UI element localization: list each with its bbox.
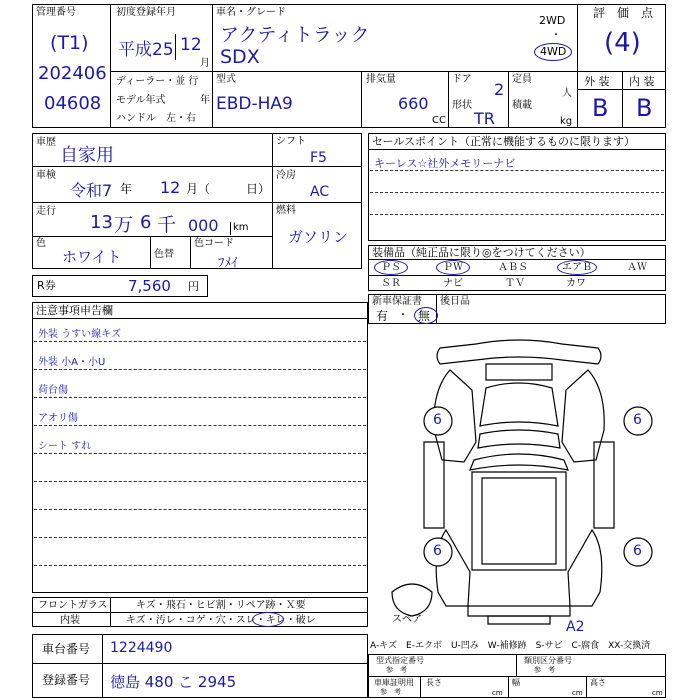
recycle-fee: 7,560 xyxy=(128,277,171,295)
mileage-sen: 6 xyxy=(140,212,152,233)
model-year-label: モデル年式 xyxy=(116,95,166,106)
model-type-label: 型式 xyxy=(216,74,236,85)
interior-grade: B xyxy=(636,94,653,122)
warranty-yes: 有 xyxy=(376,309,389,323)
note-line-5: シート すれ xyxy=(38,441,92,452)
inspection-month: 12 xyxy=(160,178,181,197)
length-label: 長さ xyxy=(426,678,442,687)
fuel: ガソリン xyxy=(288,228,349,246)
interior-sure-circle xyxy=(252,612,284,627)
drive-dot: ・ xyxy=(551,30,561,41)
mgmt-code: (T1) xyxy=(50,32,89,54)
equip-navi: ナビ xyxy=(443,278,463,289)
equip-leather: カワ xyxy=(566,278,586,289)
plate-label: 登録番号 xyxy=(42,673,91,687)
capacity-label: 定員 xyxy=(512,74,532,85)
equip-tv: ＴＶ xyxy=(505,278,525,289)
drive-2wd: 2WD xyxy=(539,14,566,27)
color-code-label: 色コード xyxy=(194,238,234,249)
interior-condition-options: キズ・汚レ・コゲ・穴・スレ・キレ・破レ xyxy=(126,615,316,626)
note-line-1: 外装 うすい線キズ xyxy=(38,329,121,340)
fuel-label: 燃料 xyxy=(276,205,296,216)
model-type: EBD-HA9 xyxy=(216,94,293,114)
shape-label: 形状 xyxy=(452,100,472,111)
color-label: 色 xyxy=(36,238,46,249)
handle-label: ハンドル 左・右 xyxy=(116,113,196,124)
sales-title: セールスポイント（正常に機能するものに限ります） xyxy=(372,135,636,148)
mgmt-number-1: 202406 xyxy=(38,63,107,84)
note-line-2: 外装 小A・小U xyxy=(38,357,106,368)
mileage-sen-unit: 千 xyxy=(157,214,177,236)
inspection-era: 令和7 xyxy=(70,181,113,200)
car-name: アクティトラック xyxy=(220,24,370,46)
shift-label: シフト xyxy=(276,136,306,147)
mileage-man-unit: 万 xyxy=(114,214,134,236)
first-registration-month: 12 xyxy=(180,35,202,55)
first-registration-era: 平成25 xyxy=(118,40,174,60)
mileage-rest: 000 xyxy=(188,216,219,235)
manual-label: 後日品 xyxy=(440,296,470,307)
equip-pw-circle xyxy=(436,260,470,275)
equip-abs: ＡＢＳ xyxy=(498,262,528,273)
tire-front-right: 6 xyxy=(633,412,642,428)
ac-label: 冷房 xyxy=(276,170,296,181)
cert-label: 車庫証明用 xyxy=(374,678,414,687)
front-glass-label: フロントガラス xyxy=(38,600,108,611)
recycle-frame xyxy=(32,275,208,297)
damage-legend: A-キズ E-エクボ U-凹み W-補修跡 S-サビ C-腐食 XX-交換済 xyxy=(370,641,651,651)
model-year-unit: 年 xyxy=(200,95,210,106)
displacement-label: 排気量 xyxy=(366,74,396,85)
body-color: ホワイト xyxy=(62,248,122,266)
width-unit: cm xyxy=(572,689,583,697)
front-glass-options: キズ・飛石・ヒビ割・リペア跡・Ｘ要 xyxy=(136,600,306,611)
warranty-dot: ・ xyxy=(398,310,408,321)
inspection-month-unit: 月（ xyxy=(186,182,211,196)
note-line-4: アオリ傷 xyxy=(38,413,78,424)
equip-airbag: エアＢ xyxy=(562,262,592,273)
tire-rear-right: 6 xyxy=(633,543,642,559)
mgmt-label: 管理番号 xyxy=(36,7,76,18)
dealer-label: ディーラー・並 行 xyxy=(116,76,199,87)
tire-front-left: 6 xyxy=(433,412,442,428)
inspection-label: 車検 xyxy=(36,170,56,181)
persons-unit: 人 xyxy=(562,88,572,99)
shift: F5 xyxy=(310,150,327,166)
color-code: ﾌﾒｲ xyxy=(218,256,238,271)
class-spec-note: 参 考 xyxy=(534,666,555,674)
doors: 2 xyxy=(494,80,505,99)
recycle-label: R券 xyxy=(37,279,56,292)
history-label: 車歴 xyxy=(36,137,56,148)
notes-title: 注意事項申告欄 xyxy=(36,304,113,317)
equip-aw: ＡＷ xyxy=(627,262,647,273)
tire-rear-left: 6 xyxy=(433,543,442,559)
equip-ps: ＰＳ xyxy=(381,262,401,273)
score-label: 評 価 点 xyxy=(593,6,654,20)
note-line-3: 荷台傷 xyxy=(38,385,68,396)
equip-sr: ＳＲ xyxy=(381,278,401,289)
drive-4wd: 4WD xyxy=(540,45,567,58)
length-unit: cm xyxy=(492,689,503,697)
warranty-no: 無 xyxy=(418,309,431,323)
plate-number: 徳島 480 こ 2945 xyxy=(110,673,237,691)
interior-condition-label: 内装 xyxy=(60,615,80,626)
exterior-label: 外 装 xyxy=(584,75,610,88)
warranty-no-circle xyxy=(414,307,438,324)
width-label: 幅 xyxy=(512,678,520,687)
door-label: ドア xyxy=(452,74,472,85)
sales-line-1: キーレス☆社外メモリーナビ xyxy=(374,157,516,170)
type-spec-note: 参 考 xyxy=(386,666,407,674)
month-unit: 月 xyxy=(200,58,210,69)
color-change-label: 色替 xyxy=(154,249,174,260)
equip-ps-circle xyxy=(374,260,408,275)
damage-mark-a2: A2 xyxy=(566,619,585,635)
shape: TR xyxy=(474,109,495,128)
vehicle-diagram xyxy=(372,330,666,640)
inspection-day-unit: 日） xyxy=(246,182,271,196)
first-registration-label: 初度登録年月 xyxy=(116,7,176,18)
cert-note: 参 考 xyxy=(380,688,401,696)
spare-label: スペア xyxy=(392,614,422,625)
height-unit: cm xyxy=(652,689,663,697)
warranty-label: 新車保証書 xyxy=(372,296,422,307)
equip-pw: ＰＷ xyxy=(443,262,463,273)
displacement: 660 xyxy=(398,94,429,113)
class-spec-label: 類別区分番号 xyxy=(524,656,572,665)
drive-4wd-circle xyxy=(534,43,572,61)
type-spec-label: 型式指定番号 xyxy=(376,656,424,665)
height-label: 高さ xyxy=(590,678,606,687)
load-label: 積載 xyxy=(512,100,532,111)
overall-score: (4) xyxy=(604,28,641,58)
yen-unit: 円 xyxy=(188,280,199,293)
chassis-number: 1224490 xyxy=(110,640,173,656)
equipment-title: 装備品（純正品に限り◎をつけてください） xyxy=(372,246,591,259)
car-grade: SDX xyxy=(220,46,260,68)
interior-label: 内 装 xyxy=(629,75,655,88)
kg-unit: kg xyxy=(560,116,573,127)
vehicle-history: 自家用 xyxy=(60,145,114,166)
cc-unit: CC xyxy=(432,115,446,126)
inspection-year-unit: 年 xyxy=(120,182,133,196)
mileage-label: 走行 xyxy=(36,206,56,217)
car-name-label: 車名・グレード xyxy=(216,7,286,18)
chassis-label: 車台番号 xyxy=(42,642,91,656)
mileage-man: 13 xyxy=(90,212,113,233)
air-conditioning: AC xyxy=(310,184,330,200)
km-unit: km xyxy=(233,222,249,233)
equip-airbag-circle xyxy=(557,260,597,275)
exterior-grade: B xyxy=(592,94,609,122)
mgmt-number-2: 04608 xyxy=(44,93,102,114)
